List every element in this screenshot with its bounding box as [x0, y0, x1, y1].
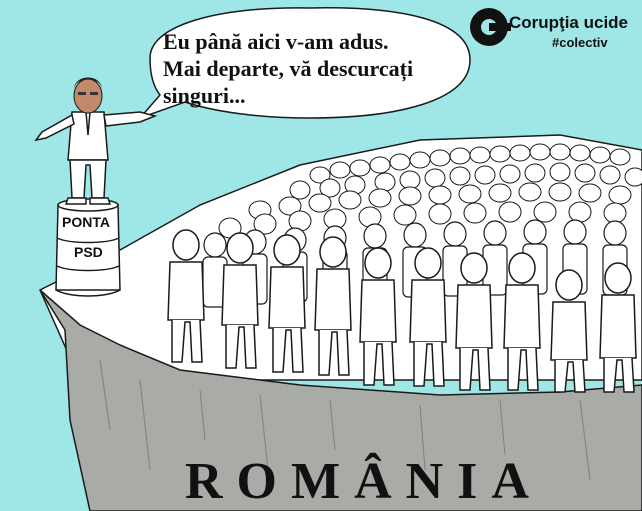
- speech-line: singuri...: [163, 83, 246, 108]
- country-label: ROMÂNIA: [185, 453, 543, 510]
- barrel-label-top: PONTA: [62, 214, 110, 230]
- logo-hashtag: #colectiv: [552, 35, 608, 50]
- logo-title: Corupţia ucide: [509, 13, 629, 32]
- speech-text: [163, 28, 463, 109]
- speech-line: Mai departe, vă descurcați: [163, 56, 414, 81]
- barrel-label-bottom: PSD: [74, 244, 103, 260]
- speech-line: Eu până aici v-am adus.: [163, 29, 389, 54]
